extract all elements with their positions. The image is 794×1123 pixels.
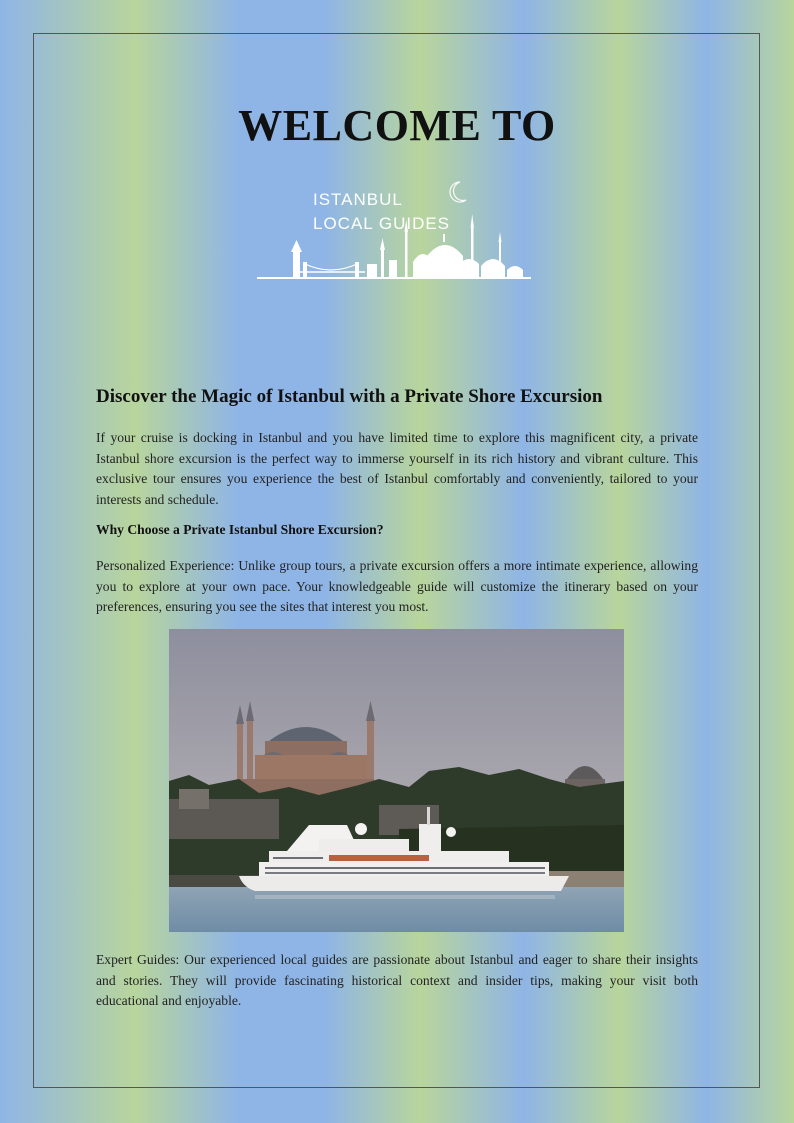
intro-paragraph: If your cruise is docking in Istanbul and you have limited time to explore this magnificent city, a private Istanbul shore excursion is the perfect way to immerse yourself in its rich history and vibrant culture. This exclusive tour ensures you experience the best of Istanbul comfortably and conveniently, tailored to your interests and schedule. (96, 430, 698, 507)
article-heading: Discover the Magic of Istanbul with a Private Shore Excursion (96, 386, 603, 407)
expert-guides-paragraph: Expert Guides: Our experienced local guides are passionate about Istanbul and eager to share their insights and stories. They will provide fascinating historical context and insider tips, making your visit both educational and enjoyable. (96, 952, 698, 1008)
logo-text-line1: ISTANBUL (313, 190, 403, 209)
personalized-paragraph: Personalized Experience: Unlike group tours, a private excursion offers a more intimate experience, allowing you to explore at your own pace. Your knowledgeable guide will customize the itinerary based on your preferences, ensuring you see the sites that interest you most. (96, 558, 698, 614)
logo-text-line2: LOCAL GUIDES (313, 214, 451, 233)
welcome-title: WELCOME TO (238, 101, 556, 150)
article-subheading: Why Choose a Private Istanbul Shore Excursion? (96, 522, 384, 537)
istanbul-local-guides-logo (255, 176, 535, 284)
cruise-ship-hagia-sophia-photo (169, 629, 624, 932)
